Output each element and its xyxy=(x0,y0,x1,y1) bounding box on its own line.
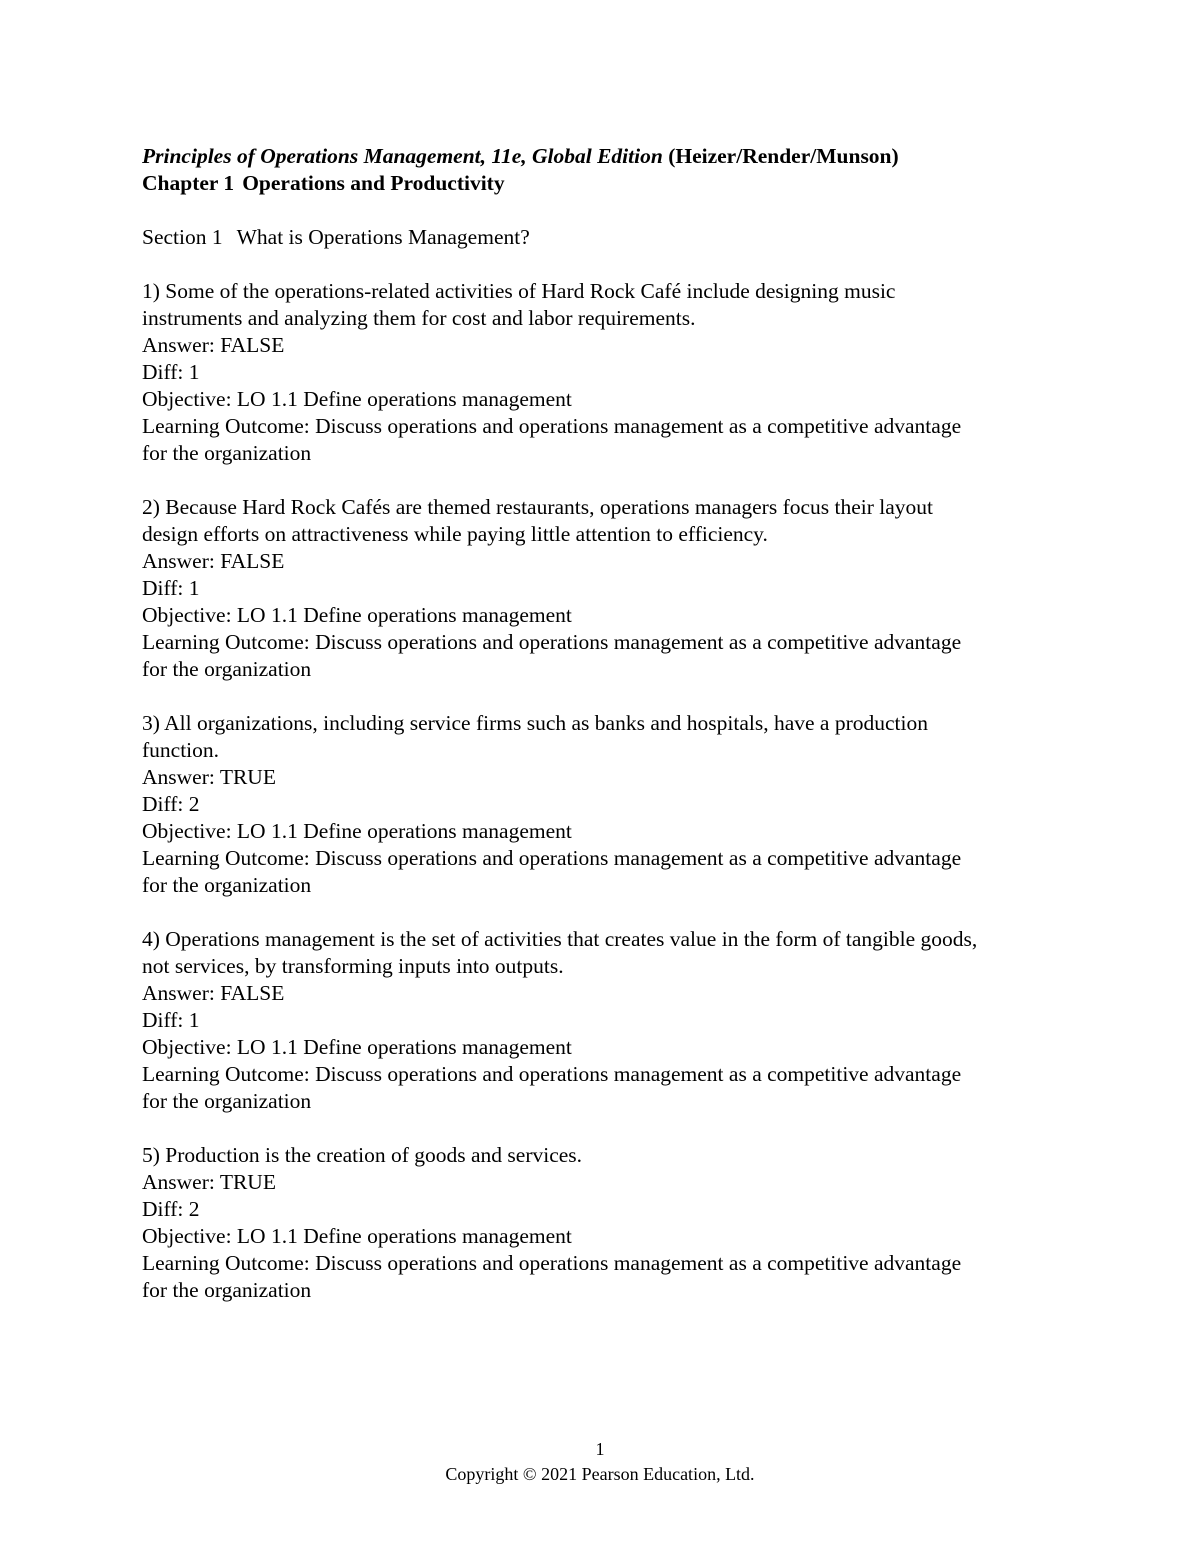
question-objective: Objective: LO 1.1 Define operations management xyxy=(142,603,572,627)
section-label: Section 1 xyxy=(142,225,223,249)
question-text-line: function. xyxy=(142,738,220,762)
copyright-notice: Copyright © 2021 Pearson Education, Ltd. xyxy=(445,1464,755,1484)
question-learning-outcome: Learning Outcome: Discuss operations and operations management as a competitive advantage xyxy=(142,630,962,654)
question-item xyxy=(142,1142,1072,1304)
book-title: Principles of Operations Management, 11e, Global Edition xyxy=(142,144,663,168)
question-item xyxy=(142,710,1072,899)
question-item xyxy=(142,926,1072,1115)
question-answer: Answer: TRUE xyxy=(142,1170,276,1194)
question-learning-outcome-cont: for the organization xyxy=(142,1089,312,1113)
question-answer: Answer: FALSE xyxy=(142,549,285,573)
question-text-line: instruments and analyzing them for cost and labor requirements. xyxy=(142,306,696,330)
question-text-line: 3) All organizations, including service firms such as banks and hospitals, have a production xyxy=(142,711,928,735)
question-text-line: 4) Operations management is the set of activities that creates value in the form of tangible goods, xyxy=(142,927,978,951)
chapter-heading xyxy=(142,170,1072,197)
question-item xyxy=(142,494,1072,683)
question-text-line: not services, by transforming inputs into outputs. xyxy=(142,954,564,978)
question-learning-outcome: Learning Outcome: Discuss operations and operations management as a competitive advantage xyxy=(142,414,962,438)
question-difficulty: Diff: 1 xyxy=(142,1008,200,1032)
chapter-label: Chapter 1 xyxy=(142,171,235,195)
page-number: 1 xyxy=(595,1439,605,1459)
question-text-line: 2) Because Hard Rock Cafés are themed restaurants, operations managers focus their layout xyxy=(142,495,934,519)
question-text-line: 5) Production is the creation of goods and services. xyxy=(142,1143,583,1167)
question-difficulty: Diff: 1 xyxy=(142,576,200,600)
question-learning-outcome: Learning Outcome: Discuss operations and operations management as a competitive advantage xyxy=(142,1251,962,1275)
book-authors: (Heizer/Render/Munson) xyxy=(668,144,899,168)
question-objective: Objective: LO 1.1 Define operations management xyxy=(142,387,572,411)
document-body xyxy=(142,143,1072,1304)
question-learning-outcome-cont: for the organization xyxy=(142,1278,312,1302)
section-heading xyxy=(142,224,1072,251)
question-answer: Answer: FALSE xyxy=(142,333,285,357)
question-learning-outcome-cont: for the organization xyxy=(142,657,312,681)
question-learning-outcome: Learning Outcome: Discuss operations and operations management as a competitive advantage xyxy=(142,846,962,870)
question-text-line: 1) Some of the operations-related activities of Hard Rock Café include designing music xyxy=(142,279,896,303)
question-difficulty: Diff: 1 xyxy=(142,360,200,384)
question-learning-outcome-cont: for the organization xyxy=(142,873,312,897)
question-item xyxy=(142,278,1072,467)
book-title-line xyxy=(142,143,1072,170)
question-difficulty: Diff: 2 xyxy=(142,792,200,816)
question-learning-outcome-cont: for the organization xyxy=(142,441,312,465)
question-objective: Objective: LO 1.1 Define operations management xyxy=(142,819,572,843)
question-objective: Objective: LO 1.1 Define operations management xyxy=(142,1035,572,1059)
question-difficulty: Diff: 2 xyxy=(142,1197,200,1221)
question-learning-outcome: Learning Outcome: Discuss operations and operations management as a competitive advantage xyxy=(142,1062,962,1086)
question-objective: Objective: LO 1.1 Define operations management xyxy=(142,1224,572,1248)
section-title: What is Operations Management? xyxy=(236,225,530,249)
question-text-line: design efforts on attractiveness while paying little attention to efficiency. xyxy=(142,522,768,546)
chapter-title: Operations and Productivity xyxy=(242,171,505,195)
question-answer: Answer: TRUE xyxy=(142,765,276,789)
question-answer: Answer: FALSE xyxy=(142,981,285,1005)
